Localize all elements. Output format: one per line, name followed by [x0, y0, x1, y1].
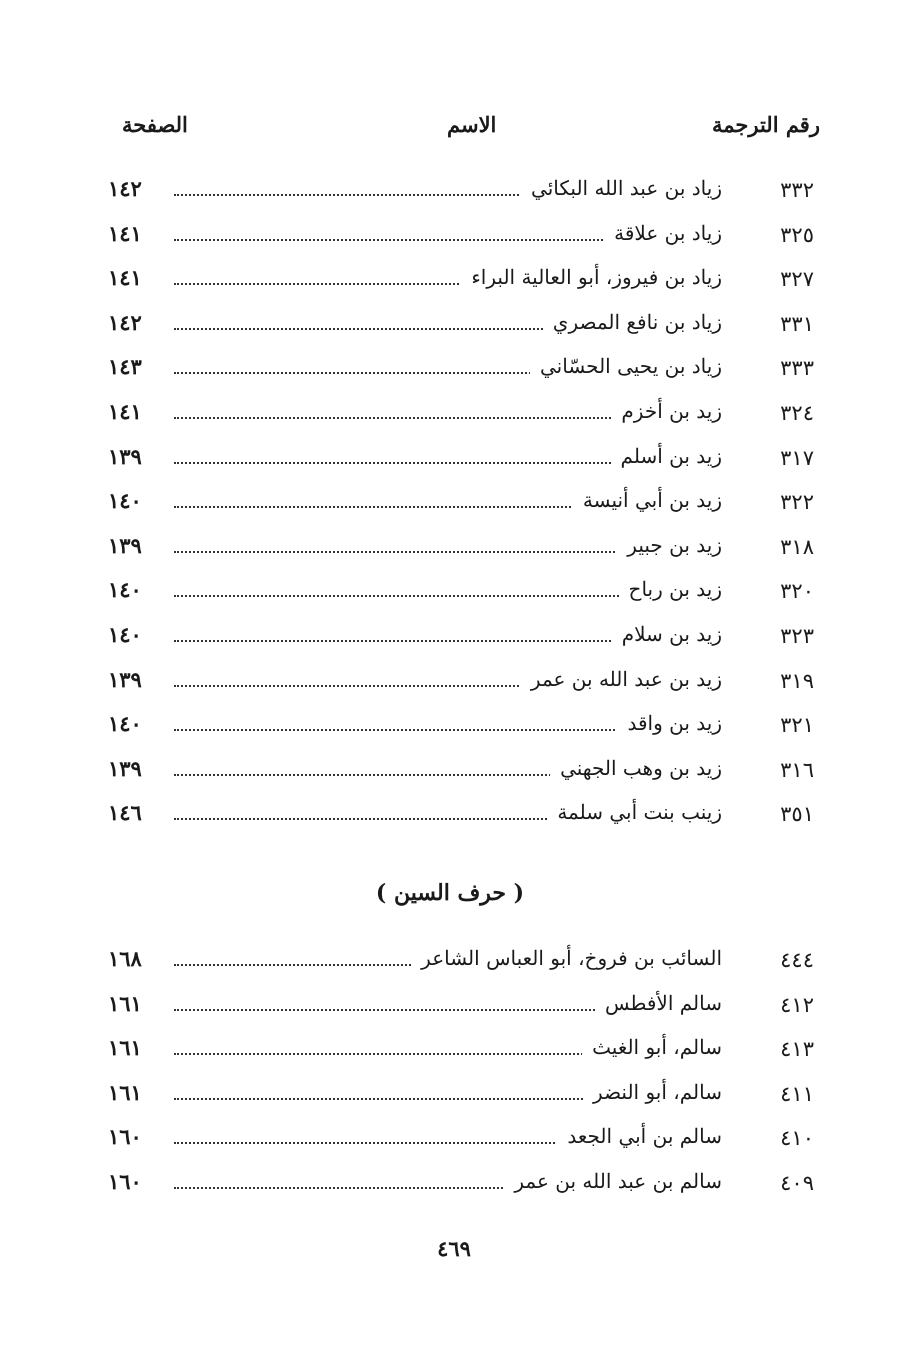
entry-page: ١٤٠	[108, 577, 142, 603]
index-entry-row	[108, 440, 814, 480]
entry-name: زيد بن وهب الجهني	[550, 756, 722, 780]
section-title: ( حرف السين )	[375, 880, 525, 906]
entry-page: ١٦٠	[108, 1169, 142, 1194]
entry-page: ١٤٠	[108, 488, 142, 514]
entry-page: ١٦١	[108, 1079, 142, 1105]
entry-number: ٤٤٤	[780, 948, 814, 972]
entry-page: ١٦١	[108, 1035, 142, 1061]
entry-page: ١٤٦	[108, 800, 142, 826]
index-entry-row	[108, 942, 814, 982]
entry-name: زينب بنت أبي سلمة	[547, 800, 722, 824]
entry-name: سالم، أبو الغيث	[582, 1035, 722, 1059]
header-entry-number: رقم الترجمة	[711, 112, 820, 137]
index-entry-row	[108, 573, 814, 613]
entry-name: سالم بن عبد الله بن عمر	[504, 1169, 722, 1193]
entry-number: ٣٢٧	[780, 267, 814, 292]
entry-name: زياد بن يحيى الحسّاني	[530, 354, 722, 378]
entry-number: ٤٠٩	[780, 1171, 814, 1195]
entry-name: زياد بن عبد الله البكائي	[521, 176, 722, 200]
entry-name: زيد بن أبي أنيسة	[573, 488, 722, 512]
entry-name: زياد بن نافع المصري	[543, 310, 722, 334]
entry-number: ٣٥١	[780, 802, 814, 827]
entry-number: ٤١٢	[780, 992, 814, 1017]
entry-page: ١٤٠	[108, 622, 142, 647]
index-entry-row	[108, 261, 814, 301]
entry-number: ٣١٧	[780, 445, 814, 470]
entry-name: زياد بن علاقة	[604, 221, 722, 245]
entry-number: ٤١٣	[780, 1037, 814, 1062]
entry-number: ٣٢١	[780, 713, 814, 738]
entry-number: ٣٣١	[780, 311, 814, 336]
entry-page: ١٦٨	[108, 946, 142, 971]
index-entry-row	[108, 350, 814, 390]
index-entry-row	[108, 1120, 814, 1160]
index-entry-row	[108, 752, 814, 792]
entry-number: ٣٣٣	[780, 356, 814, 381]
entry-number: ٣٣٢	[780, 178, 814, 202]
entry-page: ١٣٩	[108, 443, 142, 469]
entry-name: زيد بن جبير	[617, 533, 722, 557]
entry-name: زياد بن فيروز، أبو العالية البراء	[461, 265, 722, 289]
entry-number: ٣١٩	[780, 668, 814, 693]
entry-page: ١٤١	[108, 220, 142, 246]
entry-name: سالم، أبو النضر	[583, 1080, 722, 1104]
index-entry-row	[108, 1031, 814, 1071]
entry-page: ١٤٢	[108, 176, 142, 201]
entry-name: السائب بن فروخ، أبو العباس الشاعر	[411, 946, 722, 970]
entry-page: ١٤١	[108, 399, 142, 424]
index-entry-row	[108, 796, 814, 836]
entry-name: زيد بن أسلم	[611, 444, 722, 468]
index-entry-row	[108, 707, 814, 747]
index-entry-row	[108, 618, 814, 658]
index-entry-row	[108, 217, 814, 257]
entry-page: ١٤٠	[108, 711, 142, 737]
header-page: الصفحة	[122, 112, 188, 137]
index-entry-row	[108, 529, 814, 569]
entry-number: ٣١٨	[780, 534, 814, 559]
entry-number: ٣١٦	[780, 757, 814, 782]
entry-page: ١٤٣	[108, 354, 142, 380]
entry-name: زيد بن رباح	[619, 577, 722, 601]
entry-name: زيد بن أخزم	[611, 399, 722, 423]
entry-page: ١٦١	[108, 990, 142, 1016]
entry-number: ٤١٠	[780, 1126, 814, 1151]
entry-name: سالم بن أبي الجعد	[557, 1124, 722, 1148]
entry-number: ٣٢٣	[780, 624, 814, 648]
entry-number: ٤١١	[780, 1081, 814, 1106]
index-entry-row	[108, 987, 814, 1027]
index-entry-row	[108, 395, 814, 435]
entry-page: ١٤١	[108, 265, 142, 291]
index-entry-row	[108, 663, 814, 703]
entry-page: ١٤٢	[108, 309, 142, 335]
entry-page: ١٣٩	[108, 755, 142, 781]
index-entry-row	[108, 306, 814, 346]
entry-number: ٣٢٥	[780, 222, 814, 247]
entry-number: ٣٢٤	[780, 401, 814, 425]
page-number: ٤٦٩	[437, 1236, 471, 1261]
index-entry-row	[108, 1076, 814, 1116]
entry-page: ١٣٩	[108, 666, 142, 692]
index-entry-row	[108, 172, 814, 212]
entry-name: زيد بن واقد	[617, 711, 722, 735]
entry-number: ٣٢٠	[780, 579, 814, 604]
entry-name: زيد بن عبد الله بن عمر	[521, 667, 722, 691]
entry-number: ٣٢٢	[780, 490, 814, 515]
entry-name: زيد بن سلام	[612, 622, 722, 646]
index-entry-row	[108, 1165, 814, 1205]
index-entry-row	[108, 484, 814, 524]
entry-name: سالم الأفطس	[595, 991, 722, 1015]
header-name: الاسم	[447, 112, 497, 137]
entry-page: ١٦٠	[108, 1124, 142, 1150]
entry-page: ١٣٩	[108, 532, 142, 558]
